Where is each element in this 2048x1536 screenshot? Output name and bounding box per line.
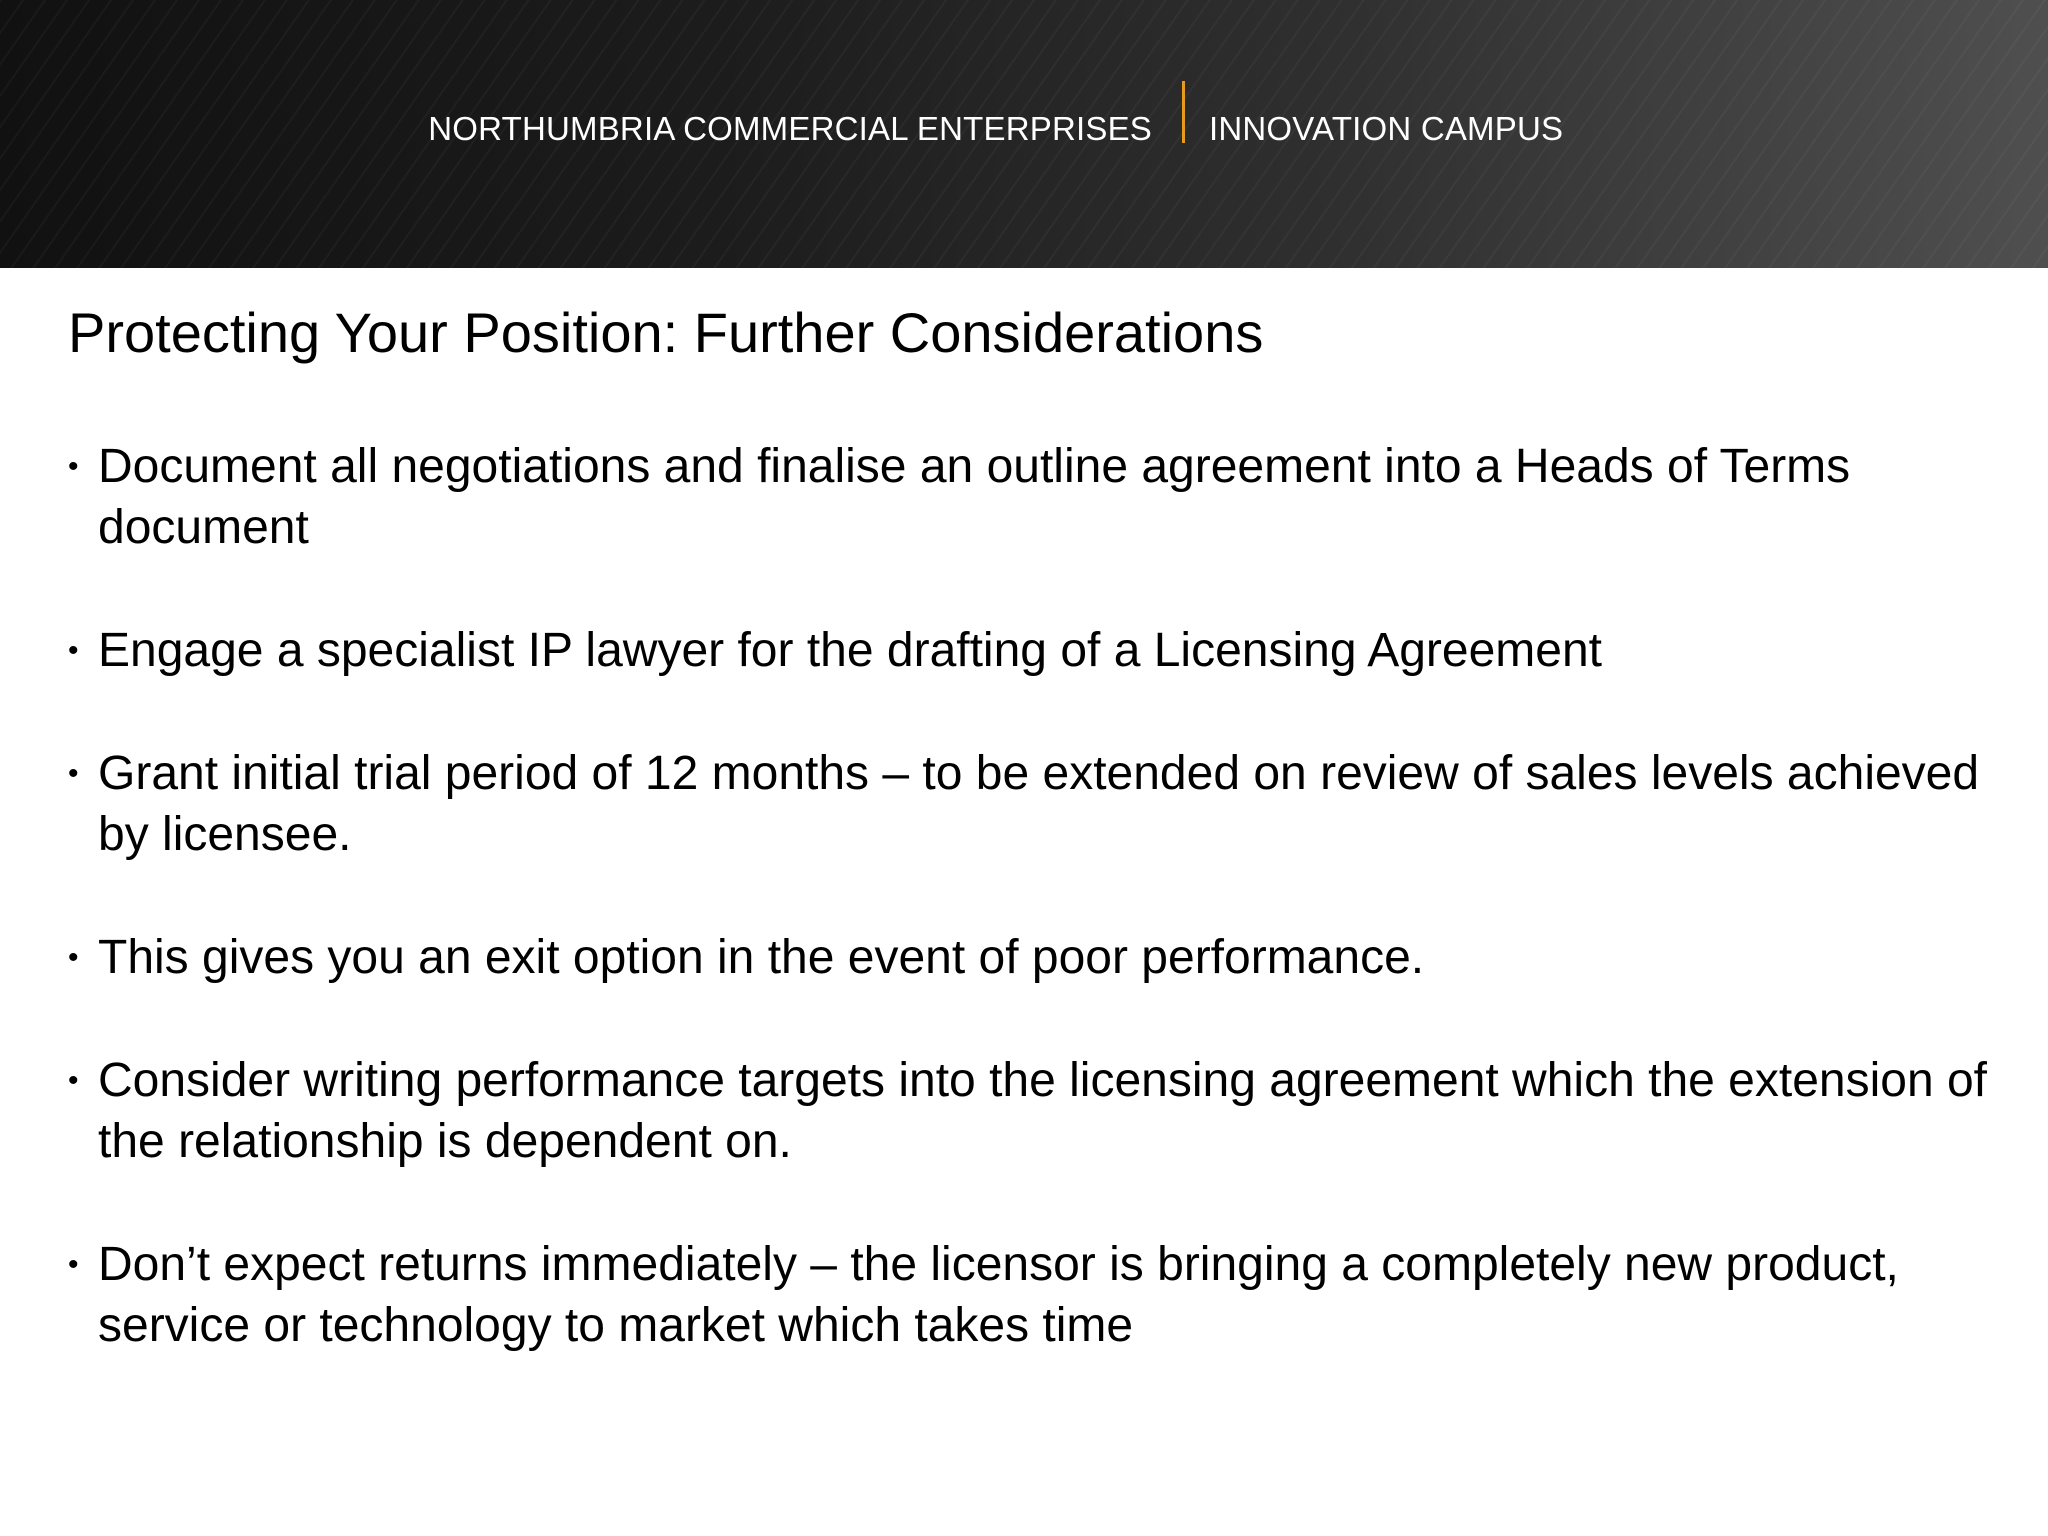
bullet-icon: • [68, 941, 79, 974]
bullet-icon: • [68, 1064, 79, 1097]
bullet-text: Don’t expect returns immediately – the licensor is bringing a completely new product, service or technology to market which takes time [98, 1238, 1899, 1352]
header-banner [0, 0, 2048, 268]
bullet-icon: • [68, 450, 79, 483]
header-divider [1182, 81, 1185, 143]
bullet-item [68, 1050, 2008, 1172]
bullet-text: Engage a specialist IP lawyer for the drafting of a Licensing Agreement [98, 624, 1603, 677]
bullet-item [68, 927, 2008, 988]
bullet-item [68, 436, 2008, 558]
bullet-icon: • [68, 634, 79, 667]
slide-title: Protecting Your Position: Further Considerations [68, 301, 1264, 364]
bullet-item [68, 620, 2008, 681]
bullet-text: Consider writing performance targets into the licensing agreement which the extension of the relationship is dependent on. [98, 1054, 1988, 1168]
bullet-item [68, 1234, 2008, 1356]
bullet-icon: • [68, 757, 79, 790]
bullet-icon: • [68, 1248, 79, 1281]
bullet-list [68, 436, 2008, 1418]
organization-name: NORTHUMBRIA COMMERCIAL ENTERPRISES [428, 110, 1152, 147]
bullet-text: Document all negotiations and finalise an outline agreement into a Heads of Terms document [98, 440, 1851, 554]
bullet-text: Grant initial trial period of 12 months – to be extended on review of sales levels achieved by licensee. [98, 747, 1980, 861]
bullet-text: This gives you an exit option in the event of poor performance. [98, 931, 1425, 984]
campus-name: INNOVATION CAMPUS [1209, 110, 1564, 147]
bullet-item [68, 743, 2008, 865]
